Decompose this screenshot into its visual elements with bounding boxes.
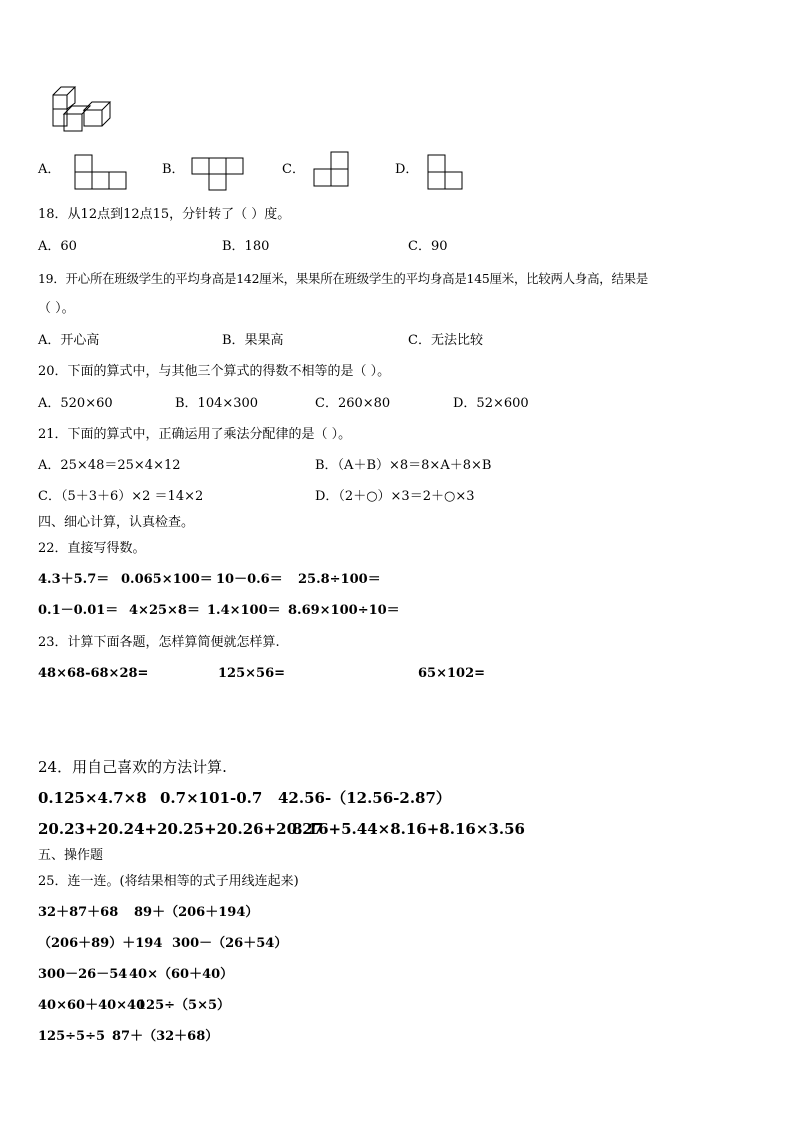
q17-option-c-label[interactable]: C．: [282, 162, 305, 177]
q24-stem: 24．用自己喜欢的方法计算.: [38, 758, 227, 776]
q22-item: 0.065×100＝: [121, 572, 213, 587]
q25-left-item[interactable]: 40×60＋40×40: [38, 998, 146, 1013]
q25-left-item[interactable]: 32＋87＋68: [38, 905, 119, 920]
q23-item: 125×56=: [218, 666, 286, 681]
q25-left-item[interactable]: 300－26－54: [38, 967, 128, 982]
q22-item: 0.1－0.01＝: [38, 603, 119, 618]
q24-item: 20.23+20.24+20.25+20.26+20.27: [38, 820, 324, 838]
q25-right-item[interactable]: 300－（26＋54）: [172, 936, 288, 951]
q21-option-d[interactable]: D．（2＋○）×3＝2＋○×3: [315, 489, 475, 504]
q17-option-b-label[interactable]: B．: [162, 162, 185, 177]
q21-option-c[interactable]: C．（5＋3＋6）×2 ＝14×2: [38, 489, 204, 504]
q20-option-a[interactable]: A．520×60: [38, 396, 113, 411]
q25-left-item[interactable]: 125÷5÷5: [38, 1029, 106, 1044]
q25-left-item[interactable]: （206＋89）＋194: [38, 936, 163, 951]
q23-item: 48×68-68×28=: [38, 666, 149, 681]
q19-option-a[interactable]: A．开心高: [38, 333, 100, 348]
q23-item: 65×102=: [418, 666, 486, 681]
q25-right-item[interactable]: 40×（60＋40）: [129, 967, 234, 982]
q17-option-d-label[interactable]: D．: [395, 162, 419, 177]
q22-item: 4×25×8＝: [129, 603, 200, 618]
q22-stem: 22．直接写得数。: [38, 541, 146, 556]
q22-item: 10－0.6＝: [216, 572, 283, 587]
section-5-title: 五、操作题: [38, 848, 104, 863]
q23-stem: 23．计算下面各题，怎样算简便就怎样算.: [38, 635, 280, 650]
q22-item: 25.8÷100＝: [298, 572, 381, 587]
q25-right-item[interactable]: 87＋（32＋68）: [112, 1029, 219, 1044]
q25-right-item[interactable]: 125÷（5×5）: [137, 998, 231, 1013]
q19-option-c[interactable]: C．无法比较: [408, 333, 483, 348]
q19-stem-continued: （ ）。: [38, 301, 75, 316]
q18-option-c[interactable]: C．90: [408, 239, 448, 254]
section-4-title: 四、细心计算，认真检查。: [38, 515, 195, 530]
q25-right-item[interactable]: 89＋（206＋194）: [134, 905, 259, 920]
q18-option-b[interactable]: B．180: [222, 239, 270, 254]
q20-option-d[interactable]: D．52×600: [453, 396, 529, 411]
q22-item: 1.4×100＝: [207, 603, 281, 618]
q21-option-a[interactable]: A．25×48＝25×4×12: [38, 458, 181, 473]
q22-item: 8.69×100÷10＝: [288, 603, 400, 618]
q24-item: 0.7×101-0.7: [160, 789, 263, 807]
q24-item: 42.56-（12.56-2.87）: [278, 789, 451, 807]
q19-option-b[interactable]: B．果果高: [222, 333, 284, 348]
q17-option-a-label[interactable]: A．: [38, 162, 61, 177]
q25-stem: 25．连一连。(将结果相等的式子用线连起来): [38, 874, 299, 889]
q22-item: 4.3＋5.7＝: [38, 572, 110, 587]
q24-item: 8.16+5.44×8.16+8.16×3.56: [292, 820, 525, 838]
q24-item: 0.125×4.7×8: [38, 789, 147, 807]
q18-option-a[interactable]: A．60: [38, 239, 77, 254]
q20-stem: 20．下面的算式中，与其他三个算式的得数不相等的是（ ）。: [38, 364, 391, 379]
q21-stem: 21．下面的算式中，正确运用了乘法分配律的是（ ）。: [38, 427, 352, 442]
q19-stem: 19．开心所在班级学生的平均身高是142厘米，果果所在班级学生的平均身高是145厘米，比较两人身高，结果是: [38, 271, 649, 286]
q20-option-c[interactable]: C．260×80: [315, 396, 391, 411]
q21-option-b[interactable]: B．（A＋B）×8＝8×A＋8×B: [315, 458, 492, 473]
q20-option-b[interactable]: B．104×300: [175, 396, 259, 411]
q18-stem: 18．从12点到12点15，分针转了（ ）度。: [38, 207, 291, 222]
